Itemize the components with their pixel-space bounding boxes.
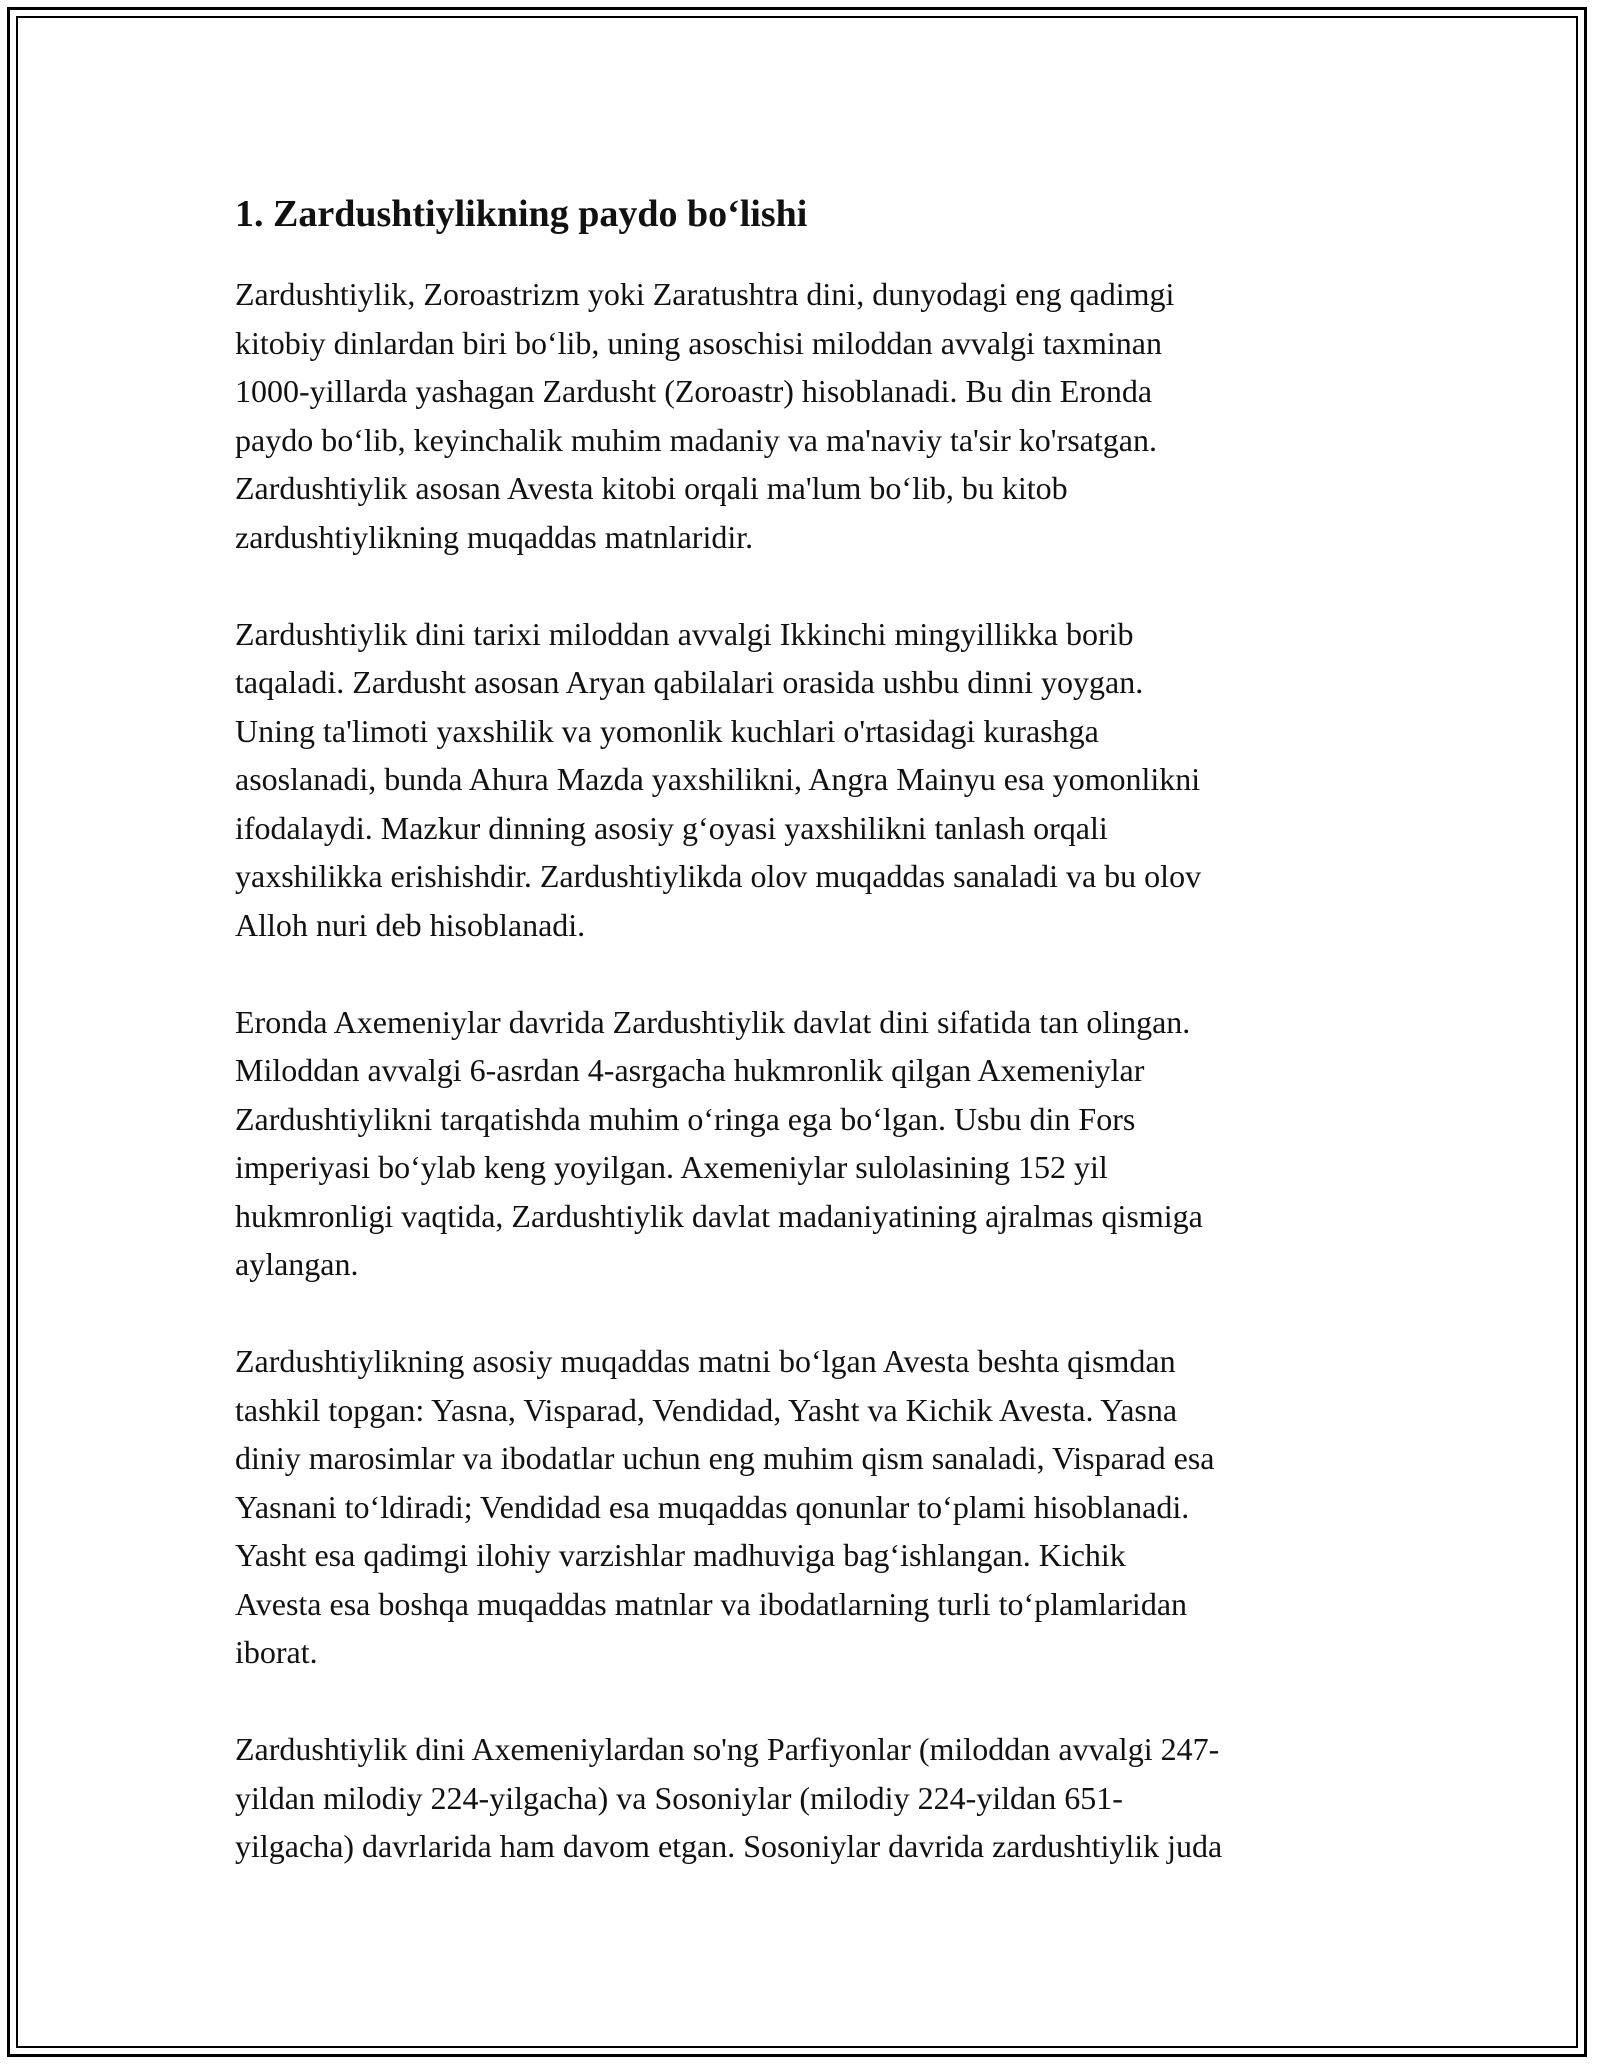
text-line: ifodalaydi. Mazkur dinning asosiy g‘oyasi yaxshilikni tanlash orqali <box>235 809 1108 846</box>
paragraph-1 <box>235 270 1385 561</box>
text-line: hukmronligi vaqtida, Zardushtiylik davlat madaniyatining ajralmas qismiga <box>235 1197 1203 1234</box>
text-line: Eronda Axemeniylar davrida Zardushtiylik davlat dini sifatida tan olingan. <box>235 1003 1191 1040</box>
paragraph-5 <box>235 1725 1385 1871</box>
text-line: Alloh nuri deb hisoblanadi. <box>235 906 586 943</box>
document-body <box>235 186 1385 1919</box>
text-line: zardushtiylikning muqaddas matnlaridir. <box>235 518 754 555</box>
text-line: Zardushtiylik dini Axemeniylardan so'ng Parfiyonlar (miloddan avvalgi 247- <box>235 1731 1220 1767</box>
text-line: taqaladi. Zardusht asosan Aryan qabilalari orasida ushbu dinni yoygan. <box>235 664 1144 700</box>
text-line: Zardushtiylik asosan Avesta kitobi orqali ma'lum bo‘lib, bu kitob <box>235 470 1068 506</box>
text-line: yaxshilikka erishishdir. Zardushtiylikda olov muqaddas sanaladi va bu olov <box>235 858 1202 894</box>
text-line: iborat. <box>235 1634 318 1670</box>
text-line: asoslanadi, bunda Ahura Mazda yaxshilikni, Angra Mainyu esa yomonlikni <box>235 761 1201 797</box>
paragraph-2 <box>235 610 1385 950</box>
text-line: Zardushtiylik dini tarixi miloddan avvalgi Ikkinchi mingyillikka borib <box>235 615 1134 652</box>
text-line: imperiyasi bo‘ylab keng yoyilgan. Axemeniylar sulolasining 152 yil <box>235 1149 1108 1185</box>
paragraph-3 <box>235 998 1385 1289</box>
text-line: Uning ta'limoti yaxshilik va yomonlik kuchlari o'rtasidagi kurashga <box>235 712 1099 749</box>
text-line: aylangan. <box>235 1246 359 1282</box>
text-line: tashkil topgan: Yasna, Visparad, Vendidad, Yasht va Kichik Avesta. Yasna <box>235 1391 1178 1428</box>
text-line: Yasnani to‘ldiradi; Vendidad esa muqaddas qonunlar to‘plami hisoblanadi. <box>235 1488 1190 1525</box>
text-line: yildan milodiy 224-yilgacha) va Sosoniylar (milodiy 224-yildan 651- <box>235 1779 1123 1816</box>
text-line: Zardushtiylikning asosiy muqaddas matni bo‘lgan Avesta beshta qismdan <box>235 1343 1176 1379</box>
text-line: Zardushtiylikni tarqatishda muhim o‘ringa ega bo‘lgan. Usbu din Fors <box>235 1100 1136 1137</box>
paragraph-4 <box>235 1337 1385 1677</box>
text-line: Avesta esa boshqa muqaddas matnlar va ibodatlarning turli to‘plamlaridan <box>235 1585 1188 1622</box>
text-line: Zardushtiylik, Zoroastrizm yoki Zaratushtra dini, dunyodagi eng qadimgi <box>235 276 1175 312</box>
section-heading: 1. Zardushtiylikning paydo bo‘lishi <box>235 193 808 235</box>
text-line: kitobiy dinlardan biri bo‘lib, uning asoschisi miloddan avvalgi taxminan <box>235 324 1162 361</box>
text-line: yilgacha) davrlarida ham davom etgan. Sosoniylar davrida zardushtiylik juda <box>235 1828 1223 1864</box>
text-line: Miloddan avvalgi 6-asrdan 4-asrgacha hukmronlik qilgan Axemeniylar <box>235 1052 1145 1088</box>
text-line: diniy marosimlar va ibodatlar uchun eng muhim qism sanaladi, Visparad esa <box>235 1440 1215 1476</box>
text-line: 1000-yillarda yashagan Zardusht (Zoroastr) hisoblanadi. Bu din Eronda <box>235 373 1153 409</box>
text-line: Yasht esa qadimgi ilohiy varzishlar madhuviga bag‘ishlangan. Kichik <box>235 1537 1126 1573</box>
text-line: paydo bo‘lib, keyinchalik muhim madaniy va ma'naviy ta'sir ko'rsatgan. <box>235 421 1157 458</box>
